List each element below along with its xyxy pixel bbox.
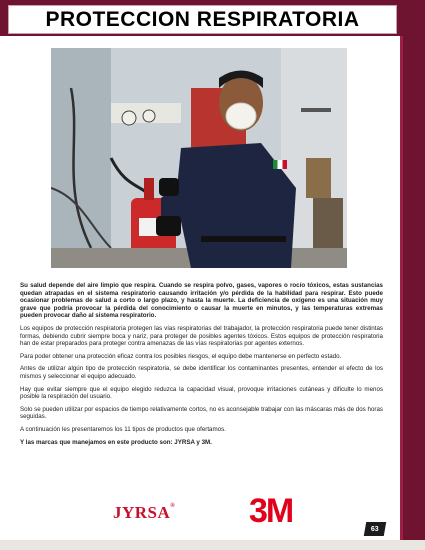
body-text: [20, 282, 383, 451]
paragraph: Solo se pueden utilizar por espacios de tiempo relativamente cortos, no es aconsejable trabajar con las máscaras más de dos horas seguidas.: [20, 405, 383, 421]
paragraph: Para poder obtener una protección eficaz contra los posibles riesgos, el equipo debe mantenerse en perfecto estado.: [20, 352, 342, 360]
worker-photo: [51, 48, 347, 268]
right-border-accent: [400, 36, 403, 550]
worker-illustration: [51, 48, 347, 268]
paragraph: A continuación les presentaremos los 11 tipos de productos que ofertamos.: [20, 425, 226, 433]
bottom-border: [0, 540, 425, 550]
paragraph: Hay que evitar siempre que el equipo elegido reduzca la capacidad visual, provoque irritaciones cutáneas y dificulte lo menos posible la respiración del usuario.: [20, 385, 383, 401]
jyrsa-logo: [113, 503, 175, 523]
paragraph: Antes de utilizar algún tipo de protección respiratoria, se debe identificar los contaminantes presentes, entender el efecto de los mismos y seleccionar el equipo adecuado.: [20, 365, 383, 380]
jyrsa-wordmark: JYRSA: [113, 503, 171, 522]
registered-mark: ®: [170, 503, 176, 509]
3m-logo: 3M: [249, 492, 293, 530]
page-number-badge: [364, 522, 386, 536]
page-number: 63: [371, 525, 379, 533]
paragraph: Su salud depende del aire limpio que respira. Cuando se respira polvo, gases, vapores o rocío tóxicos, estas sustancias quedan atrapadas en el sistema respiratorio causando irritación y/o pérdida de la habilidad para respirar. Esto puede ocasionar problemas de salud a corto o largo plazo, y hasta la muerte. La deficiencia de oxígeno es una situación muy grave que podría provocar la pérdida del conocimiento o causar la muerte en minutos, y las temperaturas extremas pueden provocar daño al sistema respiratorio.: [20, 282, 383, 320]
paragraph: Los equipos de protección respiratoria protegen las vías respiratorias del trabajador, la protección respiratoria puede tener distintas formas, debiendo cubrir siempre boca y nariz, para proteger de posibles agentes tóxicos. Estos equipos de protección respiratoria han de estar preparados para proteger contra amenazas de las vías respiratorias por agentes externos.: [20, 324, 383, 348]
title-box: [8, 5, 397, 34]
paragraph: Y las marcas que manejamos en este producto son: JYRSA y 3M.: [20, 438, 212, 446]
title-banner: [0, 0, 403, 36]
page-title: PROTECCION RESPIRATORIA: [45, 7, 360, 31]
right-border: [403, 0, 425, 550]
